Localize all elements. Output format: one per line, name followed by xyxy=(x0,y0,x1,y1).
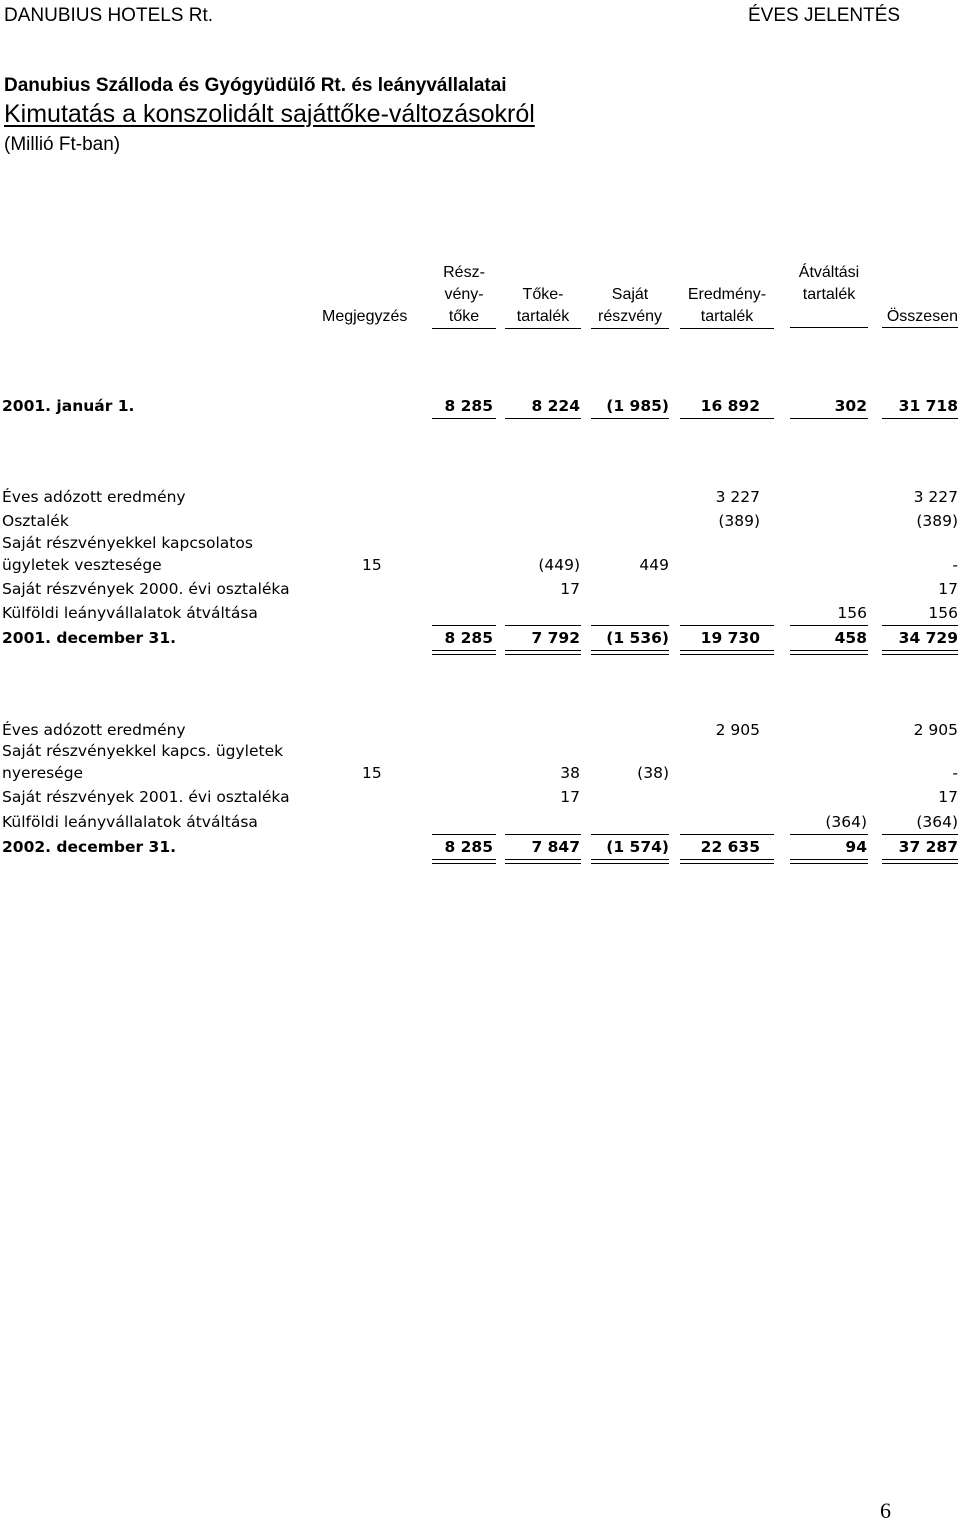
row-label: Saját részvényekkel kapcsolatos xyxy=(2,534,253,552)
cell-capital-reserve: 17 xyxy=(560,788,580,806)
double-rule xyxy=(680,650,774,655)
row-label: Külföldi leányvállalatok átváltása xyxy=(2,604,258,622)
rule xyxy=(790,418,868,419)
cell-retained-earnings: (389) xyxy=(718,512,760,530)
cell-share-capital: 8 285 xyxy=(444,629,493,647)
cell-retained-earnings: 16 892 xyxy=(700,397,760,415)
rule xyxy=(882,418,958,419)
cell-capital-reserve: 17 xyxy=(560,580,580,598)
cell-total: 17 xyxy=(938,580,958,598)
rule xyxy=(591,625,669,626)
row-label: 2001. január 1. xyxy=(2,397,135,415)
table-row xyxy=(0,742,960,764)
row-label: Éves adózott eredmény xyxy=(2,488,186,506)
cell-capital-reserve: 7 792 xyxy=(531,629,580,647)
col-head-treasury-shares: Saját részvény xyxy=(591,284,669,329)
row-label: Osztalék xyxy=(2,512,69,530)
table-row xyxy=(0,488,960,510)
cell-total: 156 xyxy=(928,604,958,622)
table-row xyxy=(0,556,960,578)
double-rule xyxy=(432,650,496,655)
cell-treasury-shares: (38) xyxy=(637,764,669,782)
cell-total: (389) xyxy=(916,512,958,530)
col-head-note: Megjegyzés xyxy=(322,308,408,325)
rule xyxy=(505,418,581,419)
table-row xyxy=(0,512,960,534)
double-rule xyxy=(591,859,669,864)
row-note-ref: 15 xyxy=(362,764,382,782)
row-label: Éves adózott eredmény xyxy=(2,721,186,739)
cell-total: - xyxy=(952,764,958,782)
rule xyxy=(680,625,774,626)
rule xyxy=(790,625,868,626)
cell-retained-earnings: 22 635 xyxy=(700,838,760,856)
table-row xyxy=(0,580,960,602)
unit-note: (Millió Ft-ban) xyxy=(4,134,121,155)
cell-capital-reserve: (449) xyxy=(538,556,580,574)
cell-treasury-shares: (1 536) xyxy=(606,629,669,647)
cell-total: 34 729 xyxy=(898,629,958,647)
col-head-share-capital: Rész- vény- tőke xyxy=(432,262,496,329)
col-head-capital-reserve: Tőke- tartalék xyxy=(505,284,581,329)
company-name: DANUBIUS HOTELS Rt. xyxy=(4,5,214,26)
cell-retained-earnings: 2 905 xyxy=(715,721,760,739)
rule xyxy=(790,834,868,835)
rule xyxy=(680,834,774,835)
company-group-title: Danubius Szálloda és Gyógyüdülő Rt. és leányvállalatai xyxy=(4,75,507,96)
cell-capital-reserve: 7 847 xyxy=(531,838,580,856)
cell-capital-reserve: 38 xyxy=(560,764,580,782)
cell-translation-reserve: 458 xyxy=(834,629,867,647)
double-rule xyxy=(505,859,581,864)
double-rule xyxy=(432,859,496,864)
row-label: 2001. december 31. xyxy=(2,629,176,647)
cell-treasury-shares: (1 574) xyxy=(606,838,669,856)
col-rule-translation-reserve xyxy=(790,327,868,328)
row-label: 2002. december 31. xyxy=(2,838,176,856)
cell-treasury-shares: (1 985) xyxy=(606,397,669,415)
table-row xyxy=(0,813,960,835)
table-row xyxy=(0,534,960,556)
cell-total: - xyxy=(952,556,958,574)
report-type: ÉVES JELENTÉS xyxy=(748,5,901,26)
rule xyxy=(882,625,958,626)
cell-total: 37 287 xyxy=(898,838,958,856)
rule xyxy=(505,834,581,835)
cell-treasury-shares: 449 xyxy=(639,556,669,574)
row-label: Saját részvényekkel kapcs. ügyletek xyxy=(2,742,284,760)
cell-translation-reserve: (364) xyxy=(825,813,867,831)
col-head-translation-reserve: Átváltási tartalék xyxy=(798,264,860,303)
double-rule xyxy=(882,859,958,864)
row-label: Külföldi leányvállalatok átváltása xyxy=(2,813,258,831)
cell-translation-reserve: 94 xyxy=(845,838,867,856)
row-label: Saját részvények 2000. évi osztaléka xyxy=(2,580,290,598)
cell-share-capital: 8 285 xyxy=(444,397,493,415)
double-rule xyxy=(591,650,669,655)
table-row xyxy=(0,764,960,786)
cell-capital-reserve: 8 224 xyxy=(531,397,580,415)
cell-translation-reserve: 302 xyxy=(834,397,867,415)
row-label: ügyletek vesztesége xyxy=(2,556,162,574)
table-row xyxy=(0,788,960,810)
statement-title: Kimutatás a konszolidált sajáttőke-változásokról xyxy=(4,100,535,128)
table-row xyxy=(0,604,960,626)
cell-retained-earnings: 19 730 xyxy=(700,629,760,647)
double-rule xyxy=(790,859,868,864)
rule xyxy=(680,418,774,419)
row-label: nyeresége xyxy=(2,764,84,782)
rule xyxy=(432,418,496,419)
rule xyxy=(432,834,496,835)
row-note-ref: 15 xyxy=(362,556,382,574)
cell-translation-reserve: 156 xyxy=(837,604,867,622)
double-rule xyxy=(882,650,958,655)
rule xyxy=(432,625,496,626)
double-rule xyxy=(505,650,581,655)
col-head-total: Összesen xyxy=(886,308,958,325)
rule xyxy=(591,418,669,419)
col-head-retained-earnings: Eredmény- tartalék xyxy=(680,284,774,329)
table-row xyxy=(0,838,960,860)
rule xyxy=(882,834,958,835)
col-rule-total xyxy=(882,327,958,328)
cell-total: 31 718 xyxy=(898,397,958,415)
cell-total: 17 xyxy=(938,788,958,806)
row-label: Saját részvények 2001. évi osztaléka xyxy=(2,788,290,806)
cell-total: 2 905 xyxy=(913,721,958,739)
rule xyxy=(505,625,581,626)
table-row xyxy=(0,397,960,419)
cell-share-capital: 8 285 xyxy=(444,838,493,856)
double-rule xyxy=(790,650,868,655)
page-number: 6 xyxy=(880,1498,891,1523)
table-row xyxy=(0,629,960,651)
rule xyxy=(591,834,669,835)
double-rule xyxy=(680,859,774,864)
cell-retained-earnings: 3 227 xyxy=(715,488,760,506)
cell-total: 3 227 xyxy=(913,488,958,506)
cell-total: (364) xyxy=(916,813,958,831)
table-row xyxy=(0,721,960,743)
